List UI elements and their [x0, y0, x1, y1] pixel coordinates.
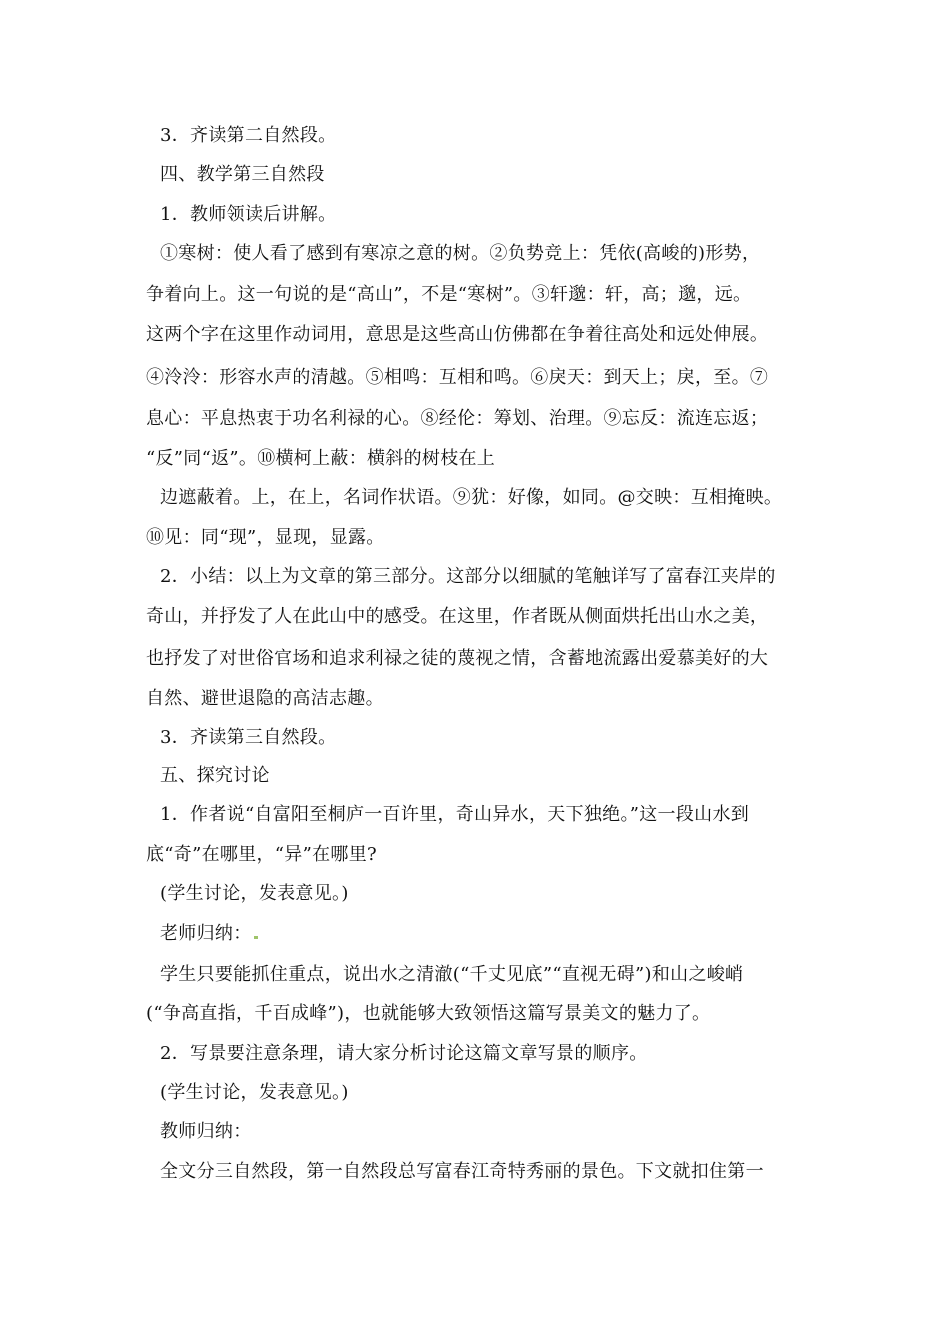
- text-line: ①寒树：使人看了感到有寒凉之意的树。②负势竞上：凭依(高峻的)形势，: [160, 243, 761, 264]
- text-line: (“争高直指，千百成峰”)，也就能够大致领悟这篇写景美文的魅力了。: [146, 1003, 711, 1024]
- text-line: 底“奇”在哪里，“异”在哪里?: [146, 844, 377, 865]
- text-line: 边遮蔽着。上，在上，名词作状语。⑨犹：好像，如同。@交映：互相掩映。: [160, 487, 783, 508]
- text-line: “反”同“返”。⑩横柯上蔽：横斜的树枝在上: [146, 448, 496, 469]
- text-line: 老师归纳：: [160, 923, 252, 944]
- text-line: 2．写景要注意条理，请大家分析讨论这篇文章写景的顺序。: [160, 1043, 648, 1064]
- text-line: 息心：平息热衷于功名利禄的心。⑧经伦：筹划、治理。⑨忘反：流连忘返；: [146, 408, 769, 429]
- text-line: 1．教师领读后讲解。: [160, 204, 337, 225]
- text-line: 教师归纳：: [160, 1121, 252, 1142]
- section-heading: 五、探究讨论: [160, 765, 270, 786]
- text-line: 自然、避世退隐的高洁志趣。: [146, 688, 384, 709]
- text-line: 学生只要能抓住重点，说出水之清澈(“千丈见底”“直视无碍”)和山之峻峭: [160, 964, 744, 985]
- text-line: 这两个字在这里作动词用，意思是这些高山仿佛都在争着往高处和远处伸展。: [146, 324, 769, 345]
- text-line: ④泠泠：形容水声的清越。⑤相鸣：互相和鸣。⑥戾天：到天上；戾，至。⑦: [146, 367, 769, 388]
- text-line: 3．齐读第二自然段。: [160, 125, 337, 146]
- section-heading: 四、教学第三自然段: [160, 164, 325, 185]
- text-line: 奇山，并抒发了人在此山中的感受。在这里，作者既从侧面烘托出山水之美，: [146, 606, 769, 627]
- text-line: (学生讨论，发表意见。): [160, 1082, 349, 1103]
- text-line: 1．作者说“自富阳至桐庐一百许里，奇山异水，天下独绝。”这一段山水到: [160, 804, 750, 825]
- text-line: (学生讨论，发表意见。): [160, 883, 349, 904]
- text-line: 争着向上。这一句说的是“高山”，不是“寒树”。③轩邈：轩，高；邈，远。: [146, 284, 752, 305]
- text-line: 3．齐读第三自然段。: [160, 727, 337, 748]
- text-line: 2．小结：以上为文章的第三部分。这部分以细腻的笔触详写了富春江夹岸的: [160, 566, 776, 587]
- green-dot-mark: [254, 936, 258, 939]
- text-line: ⑩见：同“现”，显现，显露。: [146, 527, 385, 548]
- text-line: 全文分三自然段，第一自然段总写富春江奇特秀丽的景色。下文就扣住第一: [160, 1161, 764, 1182]
- text-line: 也抒发了对世俗官场和追求利禄之徒的蔑视之情，含蓄地流露出爱慕美好的大: [146, 648, 769, 669]
